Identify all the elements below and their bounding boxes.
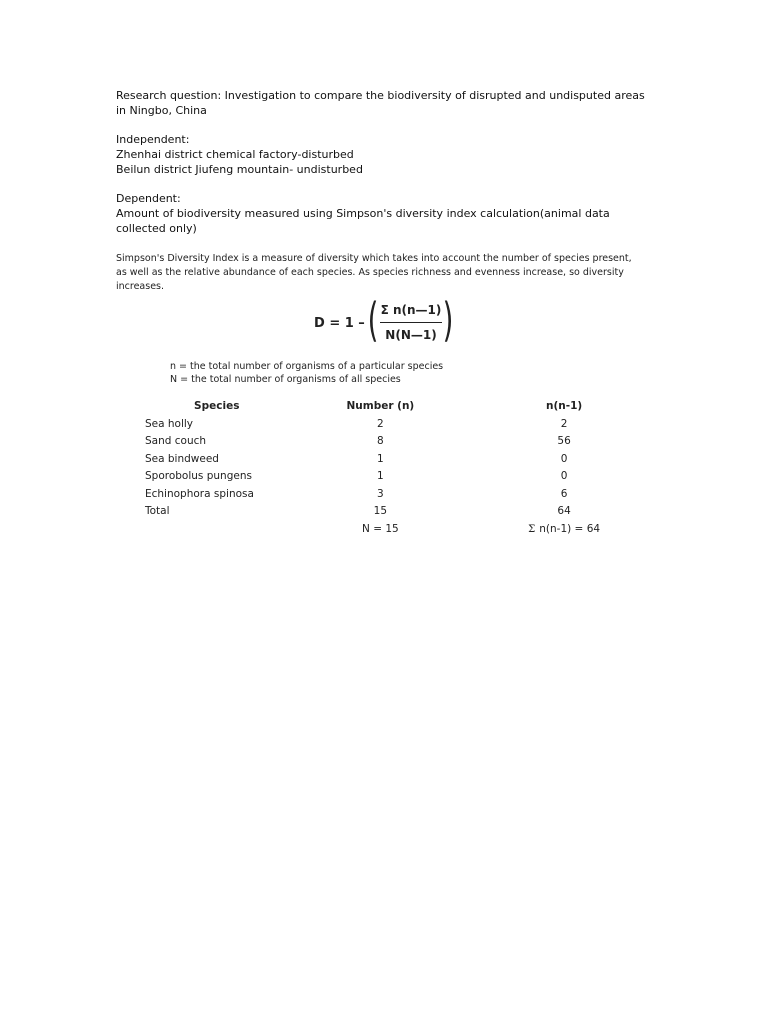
summary-sigma: n(n-1) = 64 (539, 522, 601, 535)
formula-definitions (170, 360, 443, 386)
left-paren: ( (367, 293, 379, 347)
formula-denominator: N(N—1) (385, 328, 437, 342)
right-paren: ) (442, 293, 454, 347)
table-row (116, 451, 656, 469)
table-row (116, 416, 656, 434)
formula-fraction (380, 302, 442, 343)
summary-sigma-cell (472, 521, 656, 539)
table-row (116, 486, 656, 504)
fraction-bar (380, 322, 442, 323)
species-count: 1 (377, 470, 384, 482)
species-name: Sea bindweed (145, 452, 219, 465)
species-count: 8 (377, 435, 384, 447)
simpson-index-figure (116, 252, 656, 535)
independent-section (116, 132, 646, 177)
species-name: Sea holly (145, 417, 194, 430)
summary-empty-cell (116, 521, 289, 539)
independent-line-2: Beilun district Jiufeng mountain- undisturbed (116, 163, 363, 176)
species-nn1: 2 (560, 417, 568, 430)
definition-N: N = the total number of organisms of all species (170, 374, 401, 385)
species-count: 1 (377, 452, 384, 465)
header-number: Number (n) (346, 400, 415, 412)
formula-numerator: Σ n(n—1) (380, 303, 442, 317)
species-count: 2 (377, 417, 384, 430)
table-total-row (116, 503, 656, 521)
species-nn1: 6 (560, 487, 568, 500)
total-count: 15 (373, 505, 388, 517)
formula-lhs: D = 1 – (314, 316, 365, 331)
table-header-row (116, 398, 656, 416)
simpson-intro: Simpson's Diversity Index is a measure of diversity which takes into account the number of species present, as well as the relative abundance of each species. As species richness and evenness increase, so diversity increases. (116, 253, 632, 292)
dependent-label: Dependent: (116, 192, 181, 205)
species-nn1: 0 (560, 470, 568, 482)
sigma-symbol: Σ (528, 523, 536, 535)
species-name: Echinophora spinosa (145, 487, 254, 500)
species-table (116, 398, 656, 538)
species-name: Sporobolus pungens (145, 470, 252, 482)
species-count: 3 (377, 487, 384, 500)
table-row (116, 433, 656, 451)
table-summary-row (116, 521, 656, 539)
dependent-section (116, 191, 646, 236)
total-nn1: 64 (557, 505, 571, 517)
independent-label: Independent: (116, 133, 190, 146)
species-name: Sand couch (145, 435, 207, 447)
research-question-text: Research question: Investigation to compare the biodiversity of disrupted and undisputed areas in Ningbo, China (116, 89, 645, 117)
total-label: Total (145, 505, 170, 517)
species-nn1: 0 (560, 452, 568, 465)
summary-N: N = 15 (362, 522, 399, 535)
dependent-text: Amount of biodiversity measured using Simpson's diversity index calculation(animal data collected only) (116, 207, 610, 235)
header-species: Species (194, 400, 240, 412)
independent-line-1: Zhenhai district chemical factory-disturbed (116, 148, 354, 161)
research-question (116, 88, 646, 118)
definition-n: n = the total number of organisms of a particular species (170, 361, 444, 372)
header-nn1: n(n-1) (546, 400, 583, 412)
table-row (116, 468, 656, 486)
species-nn1: 56 (557, 435, 571, 447)
